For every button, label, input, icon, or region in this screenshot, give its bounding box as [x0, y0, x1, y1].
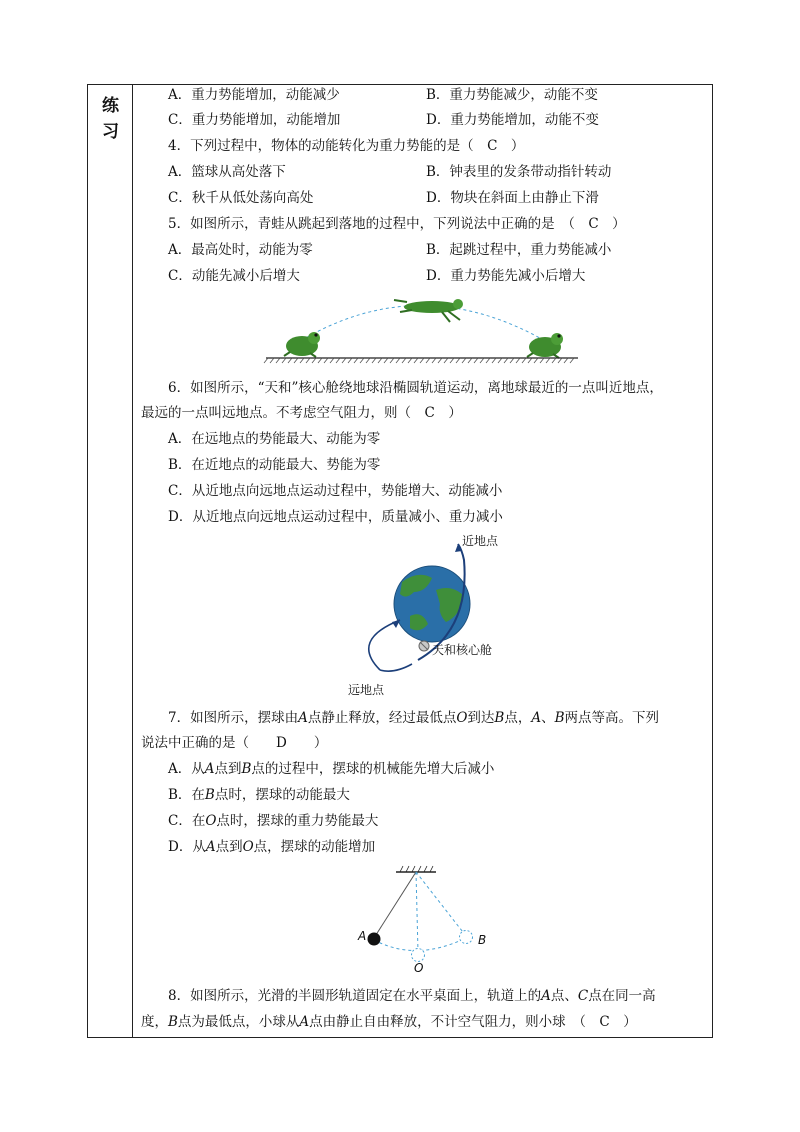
orbit-arc-left — [369, 620, 400, 670]
pendulum-string — [374, 872, 416, 938]
q6-stem-line1: 6．如图所示，“天和”核心舱绕地球沿椭圆轨道运动，离地球最近的一点叫近地点， — [168, 380, 663, 396]
label-apogee: 远地点 — [348, 683, 385, 697]
ceiling-hatching — [400, 866, 433, 872]
q7-stem-line1: 7．如图所示，摆球由A点静止释放，经过最低点O到达B点，A、B两点等高。下列 — [168, 710, 660, 726]
q4-option-d: D．物块在斜面上由静止下滑 — [426, 190, 599, 206]
q4-stem: 4．下列过程中，物体的动能转化为重力势能的是（ C ） — [168, 138, 525, 154]
orbit-arc-bottom — [380, 664, 412, 671]
pendulum-ball-o — [412, 949, 425, 962]
q6-option-d: D．从近地点向远地点运动过程中，质量减小、重力减小 — [168, 509, 503, 525]
q6-option-a: A．在远地点的势能最大、动能为零 — [168, 431, 381, 447]
earth-icon — [394, 566, 470, 642]
side-label-char-2: 习 — [102, 122, 119, 142]
q4-option-b: B．钟表里的发条带动指针转动 — [426, 164, 612, 180]
pendulum-ball-a — [368, 933, 381, 946]
q6-option-c: C．从近地点向远地点运动过程中，势能增大、动能减小 — [168, 483, 503, 499]
q6-option-b: B．在近地点的动能最大、势能为零 — [168, 457, 381, 473]
q3-option-b: B．重力势能减少，动能不变 — [426, 87, 598, 103]
frog-right-icon — [527, 333, 563, 358]
pendulum-figure — [350, 862, 500, 977]
q7-stem-line2: 说法中正确的是（ D ） — [141, 735, 328, 751]
frog-left-icon — [284, 332, 320, 357]
q7-option-c: C．在O点时，摆球的重力势能最大 — [168, 813, 379, 829]
q3-option-d: D．重力势能增加，动能不变 — [426, 112, 599, 128]
pendulum-string-dashed-o — [416, 872, 418, 952]
q4-option-a: A．篮球从高处落下 — [168, 164, 286, 180]
frog-jump-figure — [262, 290, 582, 370]
q6-stem-line2: 最远的一点叫远地点。不考虑空气阻力，则（ C ） — [141, 405, 462, 421]
q7-option-b: B．在B点时，摆球的动能最大 — [168, 787, 350, 803]
orbit-figure — [340, 530, 540, 700]
pendulum-arc — [374, 938, 466, 951]
space-station-icon — [419, 641, 429, 651]
label-point-b: B — [478, 933, 487, 947]
label-perigee: 近地点 — [462, 534, 499, 548]
q5-option-a: A．最高处时，动能为零 — [168, 242, 313, 258]
orbit-arrow-head-left — [392, 620, 400, 628]
q3-option-a: A．重力势能增加，动能减少 — [168, 87, 340, 103]
q5-option-b: B．起跳过程中，重力势能减小 — [426, 242, 612, 258]
pendulum-ball-b — [460, 931, 473, 944]
q8-stem-line1: 8．如图所示，光滑的半圆形轨道固定在水平桌面上，轨道上的A点、C点在同一高 — [168, 988, 656, 1004]
label-tianhe: 天和核心舱 — [432, 643, 493, 657]
label-point-a: A — [358, 929, 367, 943]
ground-hatching — [264, 358, 574, 363]
q3-option-c: C．重力势能增加，动能增加 — [168, 112, 341, 128]
q5-option-c: C．动能先减小后增大 — [168, 268, 300, 284]
side-column — [88, 85, 133, 1037]
label-point-o: O — [414, 961, 424, 975]
q5-stem: 5．如图所示，青蛙从跳起到落地的过程中，下列说法中正确的是 （ C ） — [168, 216, 626, 232]
q7-option-d: D．从A点到O点，摆球的动能增加 — [168, 839, 376, 855]
q5-option-d: D．重力势能先减小后增大 — [426, 268, 586, 284]
q7-option-a: A．从A点到B点的过程中，摆球的机械能先增大后减小 — [168, 761, 495, 777]
q4-option-c: C．秋千从低处荡向高处 — [168, 190, 314, 206]
pendulum-string-dashed-b — [416, 872, 466, 936]
frog-jumping-icon — [394, 299, 463, 322]
side-label-char-1: 练 — [102, 96, 119, 116]
q8-stem-line2: 度，B点为最低点，小球从A点由静止自由释放，不计空气阻力，则小球 （ C ） — [141, 1014, 637, 1030]
